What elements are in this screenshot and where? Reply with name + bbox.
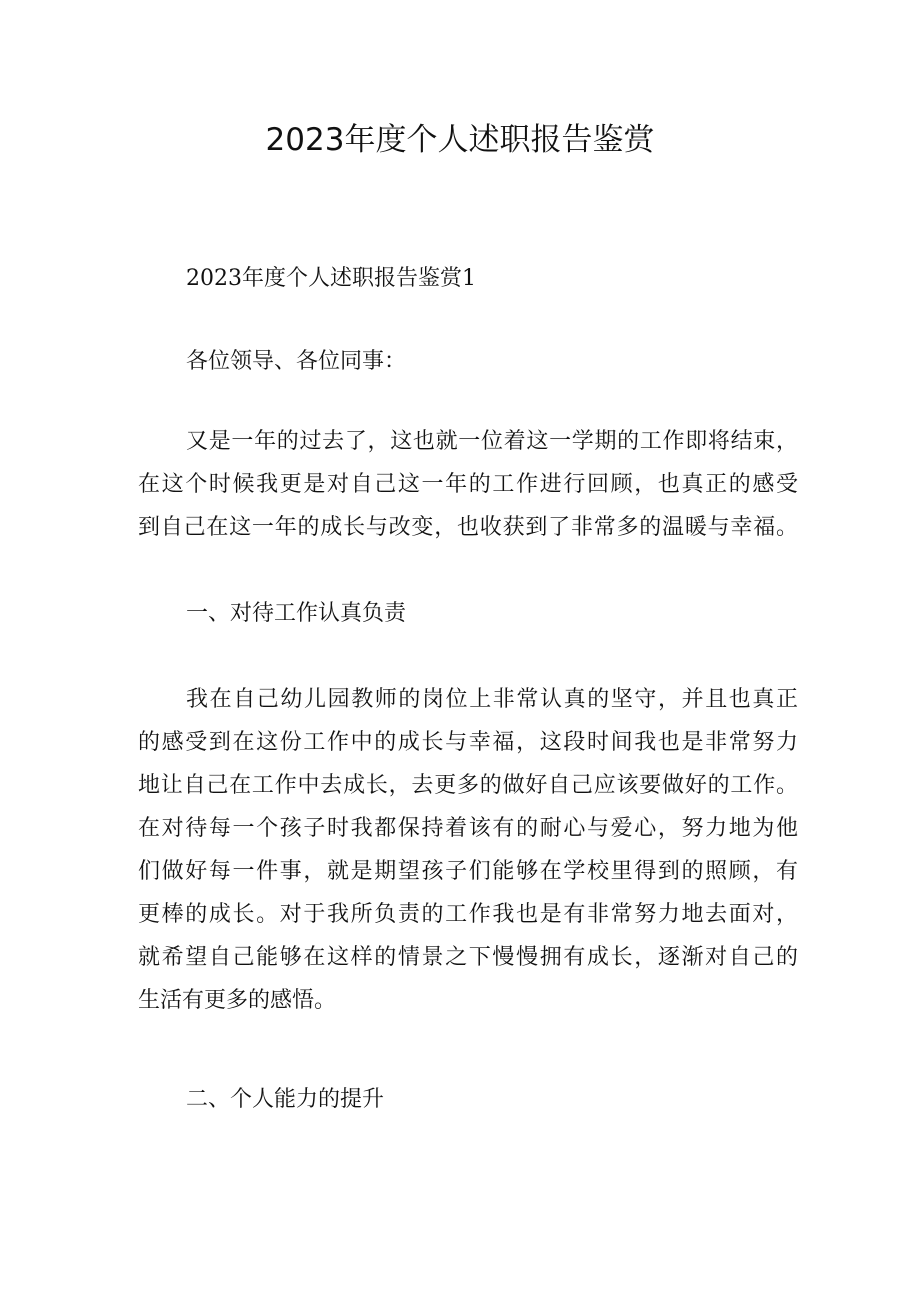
paragraph-line: 在这个时候我更是对自己这一年的工作进行回顾，也真正的感受 — [138, 472, 798, 497]
paragraph-line: 地让自己在工作中去成长，去更多的做好自己应该要做好的工作。 — [138, 773, 798, 798]
paragraph-line: 我在自己幼儿园教师的岗位上非常认真的坚守，并且也真正 — [186, 687, 798, 712]
paragraph-line: 们做好每一件事，就是期望孩子们能够在学校里得到的照顾，有 — [138, 859, 798, 884]
heading-ability-improvement: 二、个人能力的提升 — [186, 1087, 385, 1112]
paragraph-line: 生活有更多的感悟。 — [138, 988, 337, 1013]
paragraph-line: 更棒的成长。对于我所负责的工作我也是有非常努力地去面对， — [138, 902, 798, 927]
paragraph-line: 又是一年的过去了，这也就一位着这一学期的工作即将结束， — [186, 429, 798, 454]
document-title: 2023年度个人述职报告鉴赏 — [265, 122, 655, 158]
section-heading: 2023年度个人述职报告鉴赏1 — [186, 266, 476, 291]
paragraph-line: 就希望自己能够在这样的情景之下慢慢拥有成长，逐渐对自己的 — [138, 945, 798, 970]
greeting: 各位领导、各位同事： — [186, 349, 407, 374]
paragraph-line: 在对待每一个孩子时我都保持着该有的耐心与爱心，努力地为他 — [138, 816, 798, 841]
paragraph-line: 到自己在这一年的成长与改变，也收获到了非常多的温暖与幸福。 — [138, 515, 798, 540]
paragraph-line: 的感受到在这份工作中的成长与幸福，这段时间我也是非常努力 — [138, 730, 798, 755]
heading-work-attitude: 一、对待工作认真负责 — [186, 601, 407, 626]
